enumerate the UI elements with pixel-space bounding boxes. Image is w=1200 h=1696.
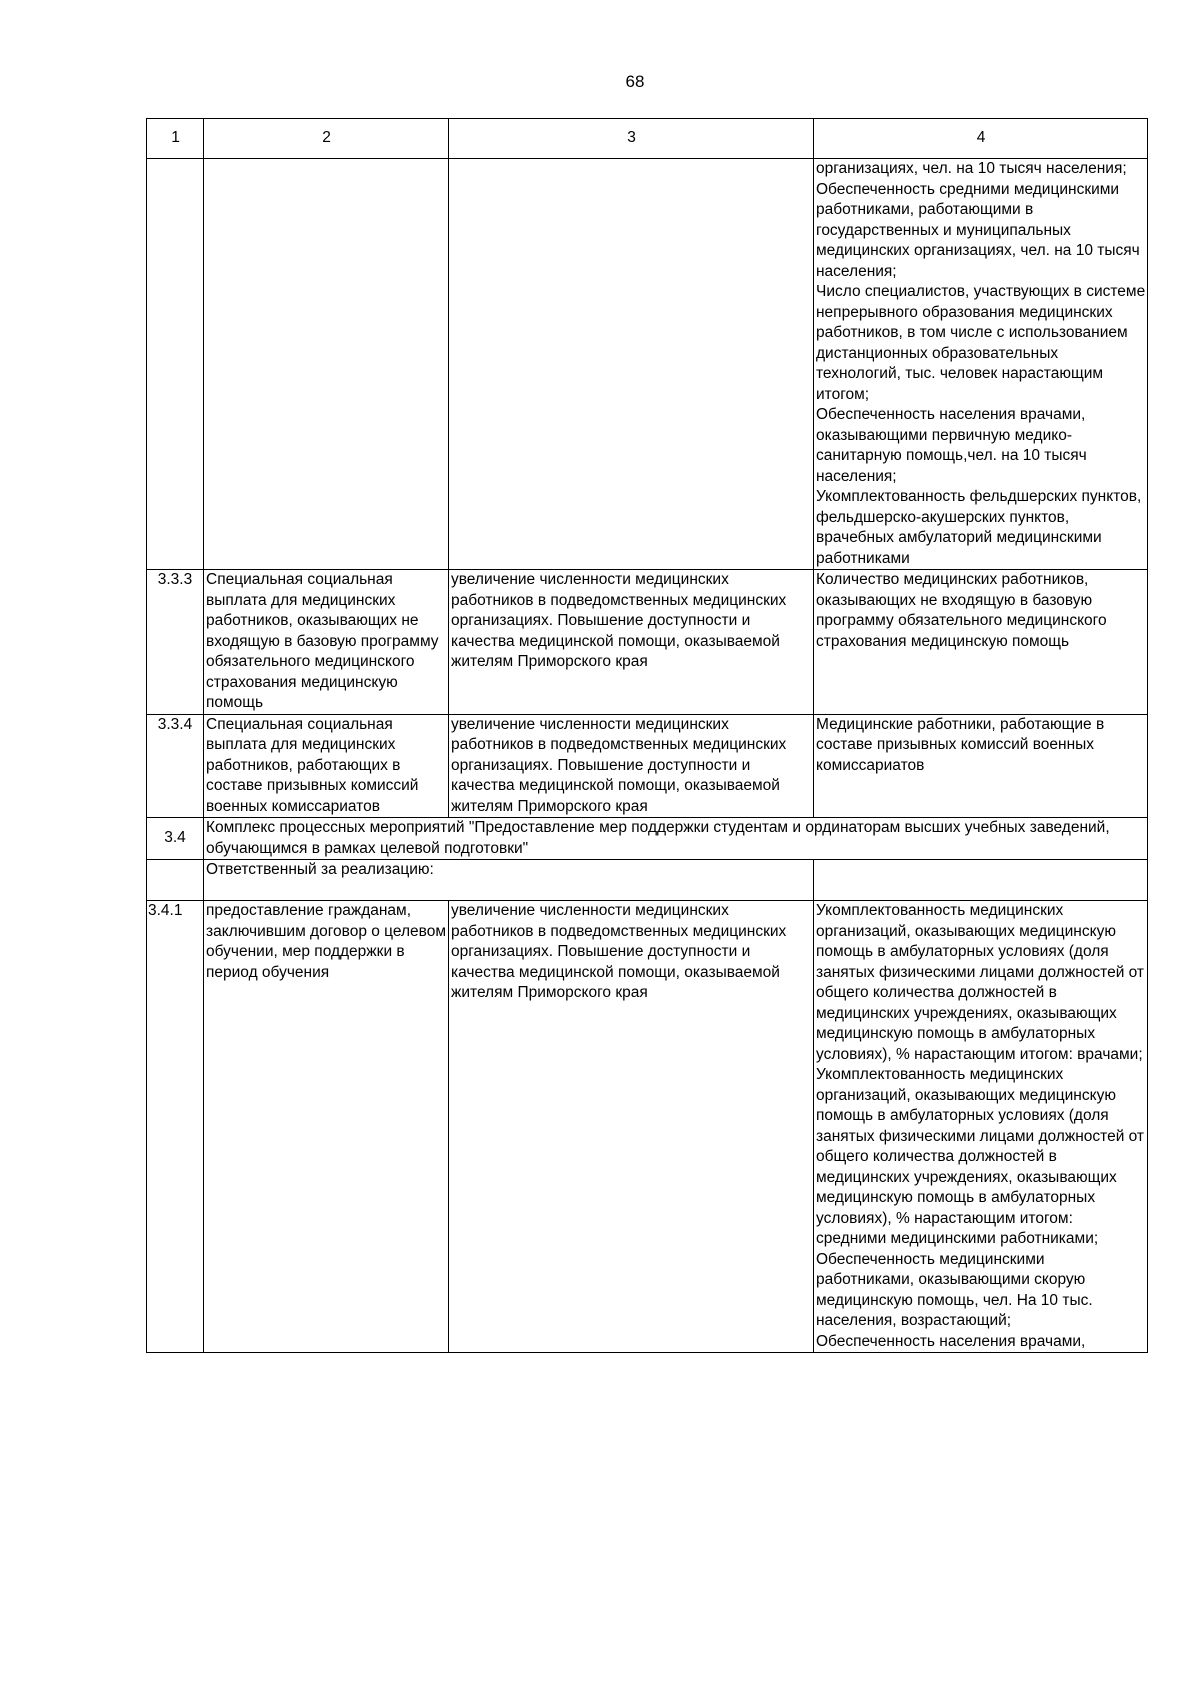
row-number: [147, 159, 204, 570]
row-number: [147, 860, 204, 901]
row-number: 3.3.3: [147, 570, 204, 715]
table-row: [147, 159, 1148, 570]
column-header-1: 1: [147, 119, 204, 159]
result-cell: увеличение численности медицинских работников в подведомственных медицинских организациях. Повышение доступности и качества медицинской помощи, оказываемой жителям Приморского края: [449, 570, 814, 715]
result-cell: [449, 159, 814, 570]
column-header-2: 2: [204, 119, 449, 159]
data-table: [146, 118, 1148, 1353]
table-header-row: [147, 119, 1148, 159]
activity-cell: [204, 159, 449, 570]
result-cell: увеличение численности медицинских работников в подведомственных медицинских организациях. Повышение доступности и качества медицинской помощи, оказываемой жителям Приморского края: [449, 901, 814, 1353]
section-title: Комплекс процессных мероприятий "Предоставление мер поддержки студентам и ординаторам высших учебных заведений, обучающимся в рамках целевой подготовки": [204, 818, 1148, 860]
row-number: 3.3.4: [147, 714, 204, 818]
table-row: [147, 714, 1148, 818]
activity-cell: предоставление гражданам, заключившим договор о целевом обучении, мер поддержки в период обучения: [204, 901, 449, 1353]
column-header-3: 3: [449, 119, 814, 159]
section-row: [147, 818, 1148, 860]
result-cell: увеличение численности медицинских работников в подведомственных медицинских организациях. Повышение доступности и качества медицинской помощи, оказываемой жителям Приморского края: [449, 714, 814, 818]
column-header-4: 4: [814, 119, 1148, 159]
activity-cell: Специальная социальная выплата для медицинских работников, оказывающих не входящую в базовую программу обязательного медицинского страхования медицинскую помощь: [204, 570, 449, 715]
indicator-cell: Медицинские работники, работающие в составе призывных комиссий военных комиссариатов: [814, 714, 1148, 818]
row-number: 3.4.1: [147, 901, 204, 1353]
table-row: [147, 570, 1148, 715]
indicator-cell: Укомплектованность медицинских организаций, оказывающих медицинскую помощь в амбулаторных условиях (доля занятых физическими лицами должностей от общего количества должностей в медицинских учреждениях, оказывающих медицинскую помощь в амбулаторных условиях), % нарастающим итогом: врачами; Укомплектованность медицинских организаций, оказывающих медицинскую помощь в амбулаторных условиях (доля занятых физическими лицами должностей от общего количества должностей в медицинских учреждениях, оказывающих медицинскую помощь в амбулаторных условиях), % нарастающим итогом: средними медицинскими работниками; Обеспеченность медицинскими работниками, оказывающими скорую медицинскую помощь, чел. На 10 тыс. населения, возрастающий; Обеспеченность населения врачами,: [814, 901, 1148, 1353]
responsible-label: Ответственный за реализацию:: [204, 860, 814, 901]
row-number: 3.4: [147, 818, 204, 860]
responsible-row: [147, 860, 1148, 901]
indicator-cell: [814, 860, 1148, 901]
indicator-cell: Количество медицинских работников, оказывающих не входящую в базовую программу обязательного медицинского страхования медицинскую помощь: [814, 570, 1148, 715]
indicator-cell: организациях, чел. на 10 тысяч населения; Обеспеченность средними медицинскими работниками, работающими в государственных и муниципальных медицинских организациях, чел. на 10 тысяч населения; Число специалистов, участвующих в системе непрерывного образования медицинских работников, в том числе с использованием дистанционных образовательных технологий, тыс. человек нарастающим итогом; Обеспеченность населения врачами, оказывающими первичную медико-санитарную помощь,чел. на 10 тысяч населения; Укомплектованность фельдшерских пунктов, фельдшерско-акушерских пунктов, врачебных амбулаторий медицинскими работниками: [814, 159, 1148, 570]
table-row: [147, 901, 1148, 1353]
page-number: 68: [625, 72, 645, 91]
activity-cell: Специальная социальная выплата для медицинских работников, работающих в составе призывных комиссий военных комиссариатов: [204, 714, 449, 818]
